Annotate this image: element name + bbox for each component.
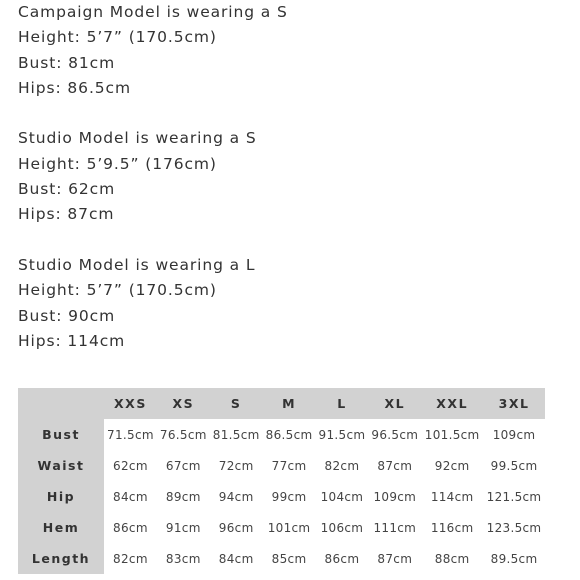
row-label: Bust bbox=[18, 419, 104, 450]
model-height: Height: 5’9.5” (176cm) bbox=[18, 154, 217, 173]
model-bust: Bust: 90cm bbox=[18, 306, 116, 325]
size-header: M bbox=[263, 388, 316, 419]
model-title: Campaign Model is wearing a S bbox=[18, 3, 288, 21]
model-bust: Bust: 81cm bbox=[18, 53, 116, 72]
table-cell: 62cm bbox=[113, 458, 148, 473]
table-cell: 84cm bbox=[113, 489, 148, 504]
table-cell: 121.5cm bbox=[486, 489, 542, 504]
table-cell: 106cm bbox=[320, 520, 364, 535]
size-header: 3XL bbox=[483, 388, 545, 419]
row-label: Hem bbox=[18, 512, 104, 543]
model-height: Height: 5’7” (170.5cm) bbox=[18, 28, 217, 47]
table-row bbox=[18, 543, 545, 574]
table-cell: 89.5cm bbox=[490, 551, 538, 566]
table-cell: 104cm bbox=[320, 489, 364, 504]
table-cell: 92cm bbox=[434, 458, 470, 473]
model-bust: Bust: 62cm bbox=[18, 180, 116, 199]
table-cell: 101.5cm bbox=[424, 427, 480, 442]
model-hips: Hips: 114cm bbox=[18, 331, 126, 350]
table-cell: 67cm bbox=[165, 458, 201, 473]
table-cell: 86.5cm bbox=[265, 427, 313, 442]
table-row bbox=[18, 481, 545, 512]
table-cell: 99.5cm bbox=[490, 458, 538, 473]
table-cell: 109cm bbox=[373, 489, 417, 504]
table-cell: 82cm bbox=[113, 551, 148, 566]
table-cell: 91.5cm bbox=[318, 427, 366, 442]
table-cell: 83cm bbox=[165, 551, 201, 566]
size-header: XL bbox=[368, 388, 421, 419]
corner-cell bbox=[18, 388, 104, 419]
model-info bbox=[18, 0, 288, 379]
row-label: Length bbox=[18, 543, 104, 574]
size-header: XXL bbox=[421, 388, 483, 419]
table-cell: 88cm bbox=[434, 551, 470, 566]
size-header: L bbox=[316, 388, 369, 419]
table-cell: 123.5cm bbox=[486, 520, 542, 535]
model-block-studio-s bbox=[18, 126, 288, 227]
table-cell: 91cm bbox=[165, 520, 201, 535]
size-chart-table bbox=[18, 388, 545, 574]
table-cell: 99cm bbox=[271, 489, 307, 504]
size-header-row bbox=[18, 388, 545, 419]
table-cell: 109cm bbox=[492, 427, 536, 442]
size-header: XS bbox=[157, 388, 210, 419]
model-block-campaign bbox=[18, 0, 288, 101]
table-row bbox=[18, 450, 545, 481]
table-cell: 86cm bbox=[113, 520, 148, 535]
table-cell: 116cm bbox=[430, 520, 474, 535]
model-title: Studio Model is wearing a L bbox=[18, 255, 256, 274]
size-header: S bbox=[210, 388, 263, 419]
table-cell: 87cm bbox=[377, 551, 413, 566]
table-cell: 72cm bbox=[218, 458, 254, 473]
table-cell: 101cm bbox=[267, 520, 311, 535]
table-cell: 94cm bbox=[218, 489, 254, 504]
table-row bbox=[18, 419, 545, 450]
table-cell: 96cm bbox=[218, 520, 254, 535]
model-title: Studio Model is wearing a S bbox=[18, 129, 257, 148]
table-row bbox=[18, 512, 545, 543]
table-cell: 114cm bbox=[430, 489, 474, 504]
row-label: Hip bbox=[18, 481, 104, 512]
table-cell: 96.5cm bbox=[371, 427, 419, 442]
table-cell: 76.5cm bbox=[159, 427, 207, 442]
size-header: XXS bbox=[104, 388, 157, 419]
table-cell: 87cm bbox=[377, 458, 413, 473]
table-cell: 85cm bbox=[271, 551, 307, 566]
table-cell: 81.5cm bbox=[212, 427, 260, 442]
table-cell: 77cm bbox=[271, 458, 307, 473]
model-block-studio-l bbox=[18, 253, 288, 354]
table-cell: 86cm bbox=[324, 551, 360, 566]
table-cell: 82cm bbox=[324, 458, 360, 473]
model-hips: Hips: 86.5cm bbox=[18, 78, 131, 97]
row-label: Waist bbox=[18, 450, 104, 481]
table-cell: 71.5cm bbox=[107, 427, 154, 442]
model-height: Height: 5’7” (170.5cm) bbox=[18, 281, 217, 300]
table-cell: 84cm bbox=[218, 551, 254, 566]
table-cell: 111cm bbox=[373, 520, 417, 535]
table-cell: 89cm bbox=[165, 489, 201, 504]
model-hips: Hips: 87cm bbox=[18, 205, 115, 224]
